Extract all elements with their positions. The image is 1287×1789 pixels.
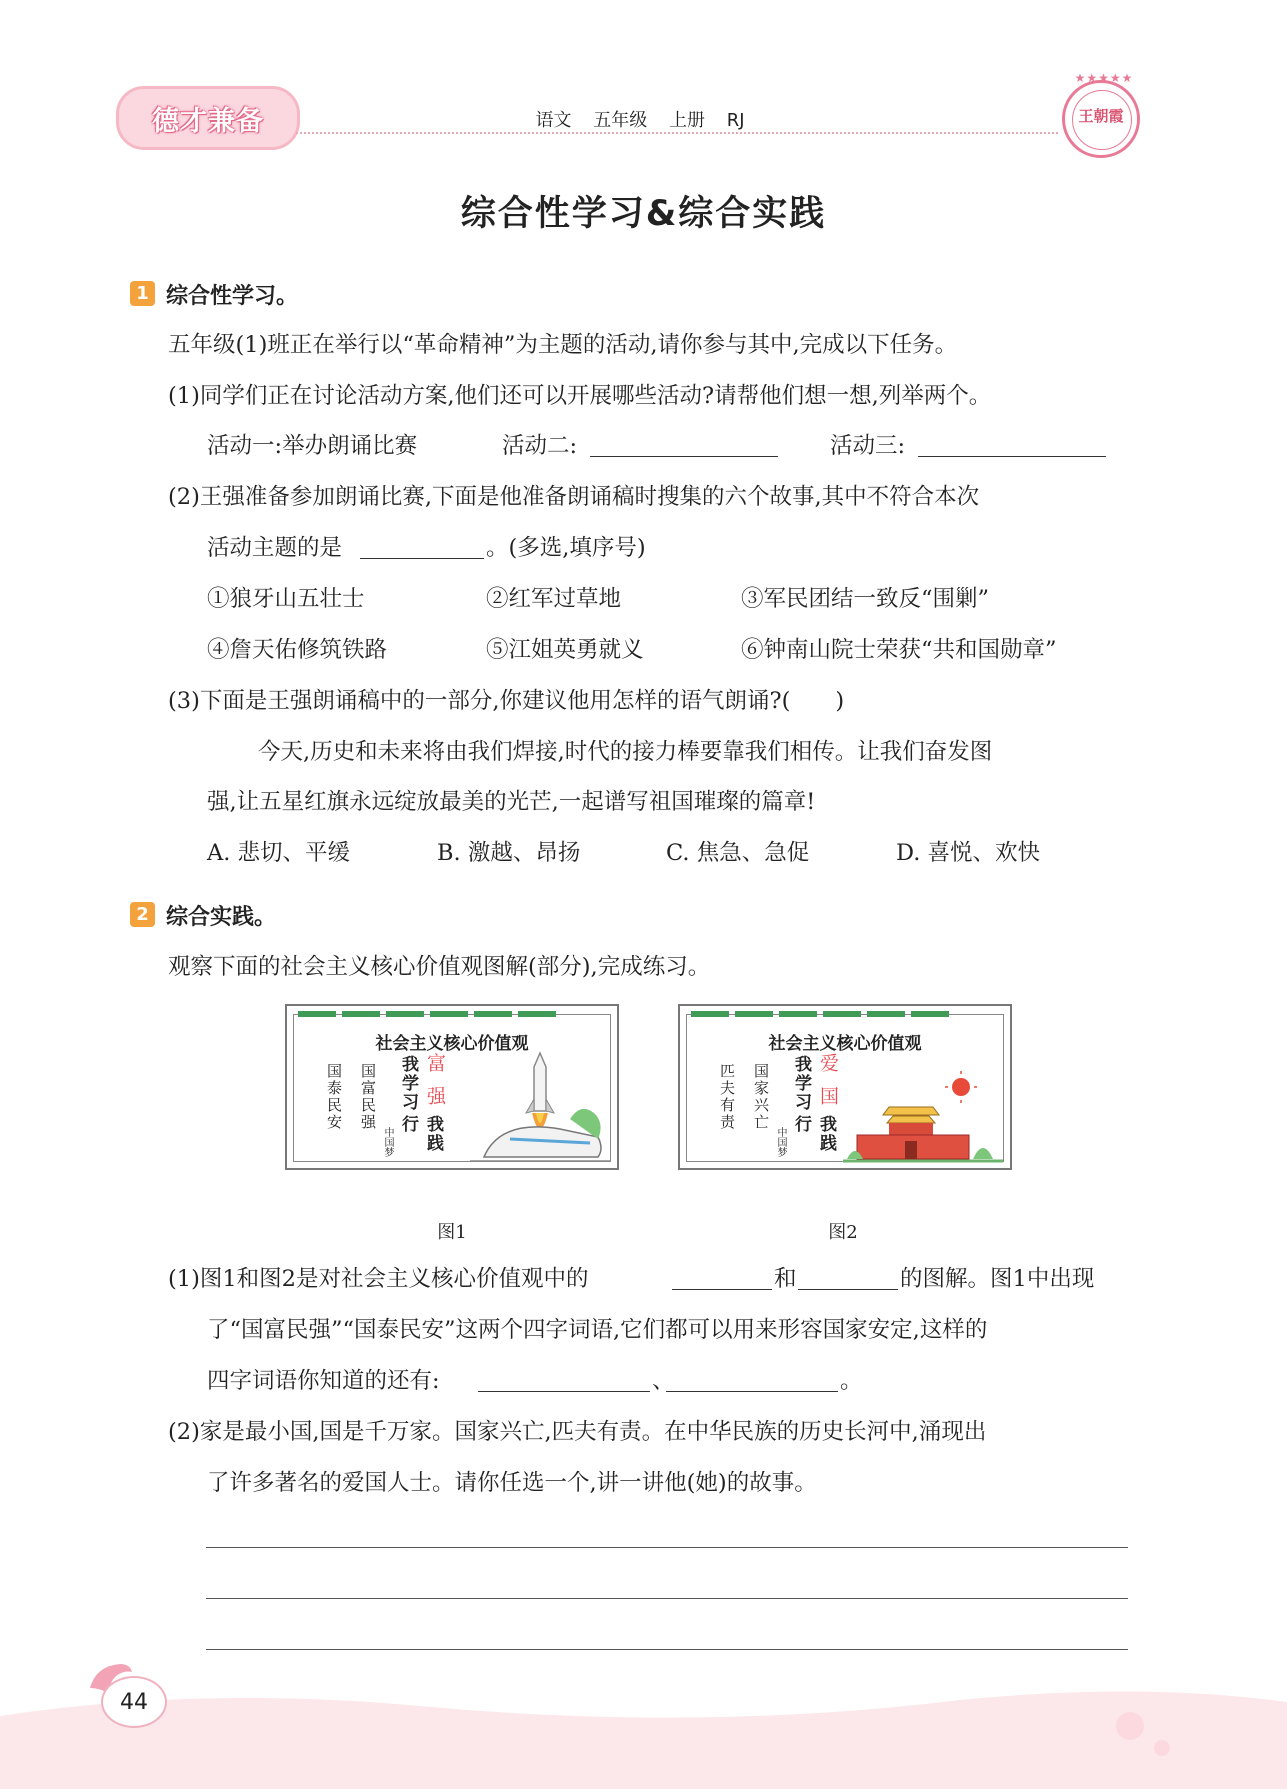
q2-idiom-blank-1[interactable] [478,1369,650,1392]
story-option-3: ③军民团结一致反“围剿” [741,586,990,612]
author-seal [1062,71,1140,158]
figure-1-learn: 我学习 [398,1055,418,1112]
story-option-4: ④詹天佑修筑铁路 [207,637,388,663]
header-grade: 五年级 [593,110,648,131]
q2-part1-line2: 了“国富民强”“国泰民安”这两个四字词语,它们都可以用来形容国家安定,这样的 [207,1317,988,1343]
figure-1-value: 富强 [424,1053,446,1119]
q1-intro: 五年级(1)班正在举行以“革命精神”为主题的活动,请你参与其中,完成以下任务。 [168,332,958,358]
activity-3-blank[interactable] [918,434,1106,457]
section-1-number: 1 [130,281,155,306]
figure-1 [285,1004,619,1170]
writing-line-2[interactable] [206,1598,1128,1599]
writing-line-1[interactable] [206,1547,1128,1548]
brand-logo [116,86,300,150]
q2-part2-line1: (2)家是最小国,国是千万家。国家兴亡,匹夫有责。在中华民族的历史长河中,涌现出 [168,1419,987,1445]
figure-2-phrase-a: 匹夫有责 [718,1063,736,1131]
rocket-train-icon [470,1049,610,1165]
header-subject: 语文 [535,110,572,131]
figure-2-phrase-b: 国家兴亡 [752,1063,770,1131]
figure-2-title: 社会主义核心价值观 [768,1034,922,1054]
page-number: 44 [101,1676,167,1728]
q2-intro: 观察下面的社会主义核心价值观图解(部分),完成练习。 [168,954,711,980]
story-option-2: ②红军过草地 [486,586,622,612]
choice-a: A. 悲切、平缓 [207,840,351,866]
figure-2-green-band [691,1011,949,1017]
figure-1-caption: 图1 [437,1222,467,1243]
q2-part1-line1a: (1)图1和图2是对社会主义核心价值观中的 [168,1266,589,1292]
footer-wave [0,1686,1287,1789]
q1-part2-answer-blank[interactable] [360,536,484,559]
story-option-6: ⑥钟南山院士荣获“共和国勋章” [741,637,1057,663]
section-2-number: 2 [130,902,155,927]
figure-2-value: 爱国 [817,1053,839,1119]
tiananmen-sun-icon [843,1063,1003,1167]
figure-1-dream: 中国梦 [382,1127,393,1157]
q2-part1-line3b: 、 [652,1368,675,1394]
q1-part3-prompt: (3)下面是王强朗诵稿中的一部分,你建议他用怎样的语气朗诵?( ) [168,688,845,714]
figure-1-phrase-a: 国泰民安 [325,1063,343,1131]
figure-1-frame [293,1014,611,1162]
figure-1-phrase-b: 国富民强 [359,1063,377,1131]
figure-2-frame [686,1014,1004,1162]
section-1-heading: 综合性学习。 [166,284,299,309]
q2-part1-line1c: 的图解。图1中出现 [900,1266,1095,1292]
header-divider [296,132,1058,134]
figure-2 [678,1004,1012,1170]
figure-2-caption: 图2 [828,1222,858,1243]
q1-part2-line2b: 。(多选,填序号) [486,535,646,561]
activity-2-blank[interactable] [590,434,778,457]
writing-line-3[interactable] [206,1649,1128,1650]
figure-1-green-band [298,1011,556,1017]
activity-1: 活动一:举办朗诵比赛 [207,433,418,459]
story-option-5: ⑤江姐英勇就义 [486,637,644,663]
q2-idiom-blank-2[interactable] [666,1369,838,1392]
activity-2-label: 活动二: [502,433,578,459]
choice-c: C. 焦急、急促 [666,840,810,866]
q1-part2-line1: (2)王强准备参加朗诵比赛,下面是他准备朗诵稿时搜集的六个故事,其中不符合本次 [168,484,980,510]
figure-2-learn: 我学习 [791,1055,811,1112]
choice-d: D. 喜悦、欢快 [896,840,1041,866]
passage-line-2: 强,让五星红旗永远绽放最美的光芒,一起谱写祖国璀璨的篇章! [207,789,816,815]
seal-name: 王朝霞 [1078,107,1124,125]
choice-b: B. 激越、昂扬 [437,840,581,866]
activity-3-label: 活动三: [830,433,906,459]
q2-value-blank-2[interactable] [798,1267,898,1290]
section-2-heading: 综合实践。 [166,905,277,930]
q1-part2-line2a: 活动主题的是 [207,535,343,561]
q2-part1-line3a: 四字词语你知道的还有: [207,1368,440,1394]
figure-2-dream: 中国梦 [775,1127,786,1157]
q2-part1-line3c: 。 [840,1368,863,1394]
passage-line-1: 今天,历史和未来将由我们焊接,时代的接力棒要靠我们相传。让我们奋发图 [258,739,993,765]
header-edition: RJ [726,110,745,131]
brand-logo-text: 德才兼备 [152,105,264,137]
header-meta [300,106,980,132]
figure-2-practice: 我践行 [791,1115,836,1153]
seal-stars-icon: ★★★★★ [1074,71,1134,85]
figure-1-practice: 我践行 [398,1115,443,1153]
header-volume: 上册 [668,110,705,131]
q2-part2-line2: 了许多著名的爱国人士。请你任选一个,讲一讲他(她)的故事。 [207,1470,817,1496]
q1-part1-prompt: (1)同学们正在讨论活动方案,他们还可以开展哪些活动?请帮他们想一想,列举两个。 [168,383,992,409]
story-option-1: ①狼牙山五壮士 [207,586,365,612]
q2-part1-line1b: 和 [774,1266,797,1292]
figure-1-title: 社会主义核心价值观 [375,1034,529,1054]
q2-value-blank-1[interactable] [672,1267,772,1290]
page-title: 综合性学习&综合实践 [460,194,827,234]
